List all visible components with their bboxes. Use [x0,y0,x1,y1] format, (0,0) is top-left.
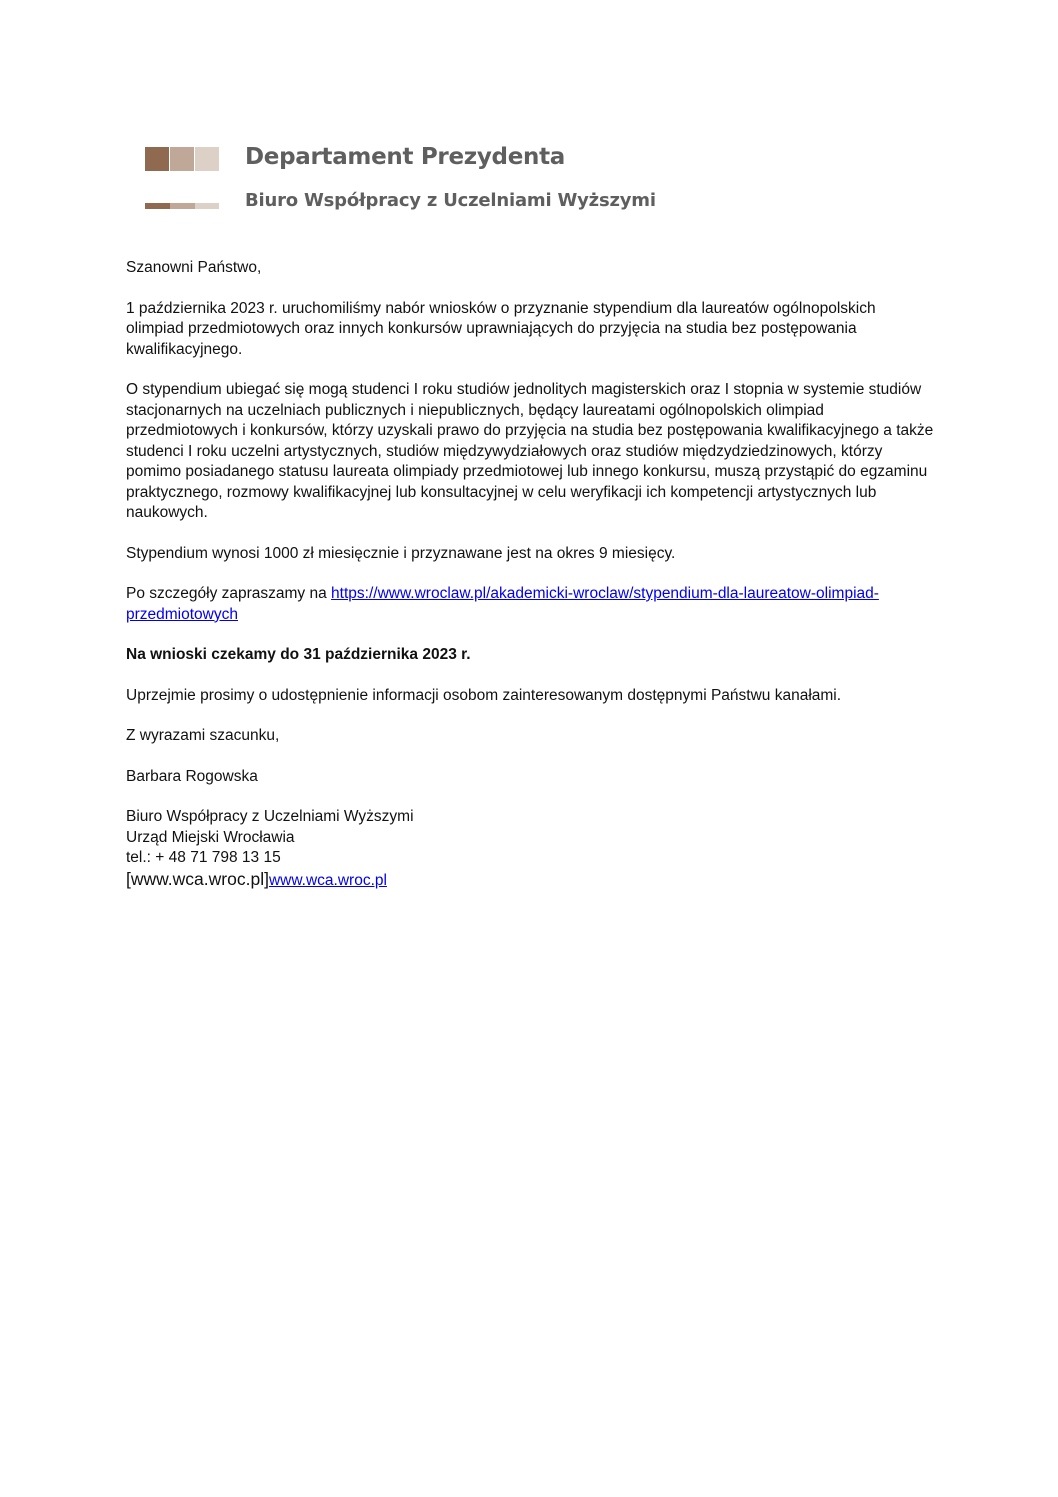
paragraph-eligibility: O stypendium ubiegać się mogą studenci I roku studiów jednolitych magisterskich oraz I stopnia w systemie studiów stacjonarnych na uczelniach publicznych i niepublicznych, będący laureatami ogólnopolskich olimpiad przedmiotowych i konkursów, którzy uzyskali prawo do przyjęcia na studia bez postępowania kwalifikacyjnego a także studenci I roku uczelni artystycznych, studiów międzywydziałowych oraz studiów międzydziedzinowych, którzy pomimo posiadanego statusu laureata olimpiady przedmiotowej lub innego konkursu, muszą przystąpić do egzaminu praktycznego, rozmowy kwalifikacyjnej lub konsultacyjnej w celu weryfikacji ich kompetencji artystycznych lub naukowych. [126,381,934,521]
contact-phone: tel.: + 48 71 798 13 15 [126,849,281,866]
logo-square-dark [145,147,169,171]
contact-website [126,869,936,892]
logo-bar [145,203,219,209]
details-prefix: Po szczegóły zapraszamy na [126,585,332,602]
letterhead [145,142,665,217]
contact-institution: Urząd Miejski Wrocławia [126,828,295,846]
letter-body [126,258,936,891]
salutation: Szanowni Państwo, [126,259,262,276]
contact-block [126,807,936,891]
contact-office: Biuro Współpracy z Uczelniami Wyższymi [126,808,414,825]
logo-square-light [195,147,219,171]
logo-bar-dark [145,203,170,209]
logo-square-medium [170,147,194,171]
closing: Z wyrazami szacunku, [126,727,280,744]
department-subtitle: Biuro Współpracy z Uczelniami Wyższymi [245,190,656,211]
details-link[interactable]: https://www.wroclaw.pl/akademicki-wroclaw/stypendium-dla-laureatow-olimpiad-przedmiotowych [126,585,879,623]
website-link[interactable]: www.wca.wroc.pl [268,871,387,889]
website-bracket: [www.wca.wroc.pl] [126,868,269,889]
department-title: Departament Prezydenta [245,144,566,170]
deadline-notice: Na wnioski czekamy do 31 października 2023 r. [126,646,471,663]
paragraph-details [126,584,936,625]
paragraph-amount: Stypendium wynosi 1000 zł miesięcznie i przyznawane jest na okres 9 miesięcy. [126,544,676,562]
signature-name: Barbara Rogowska [126,767,258,785]
logo-squares [145,147,219,171]
paragraph-announcement: 1 października 2023 r. uruchomiliśmy nabór wniosków o przyznanie stypendium dla laureatów ogólnopolskich olimpiad przedmiotowych oraz innych konkursów uprawniających do przyjęcia na studia bez postępowania kwalifikacyjnego. [126,299,876,358]
logo-bar-light [195,203,219,209]
logo-bar-medium [170,203,195,209]
paragraph-request: Uprzejmie prosimy o udostępnienie informacji osobom zainteresowanym dostępnymi Państwu kanałami. [126,686,842,704]
